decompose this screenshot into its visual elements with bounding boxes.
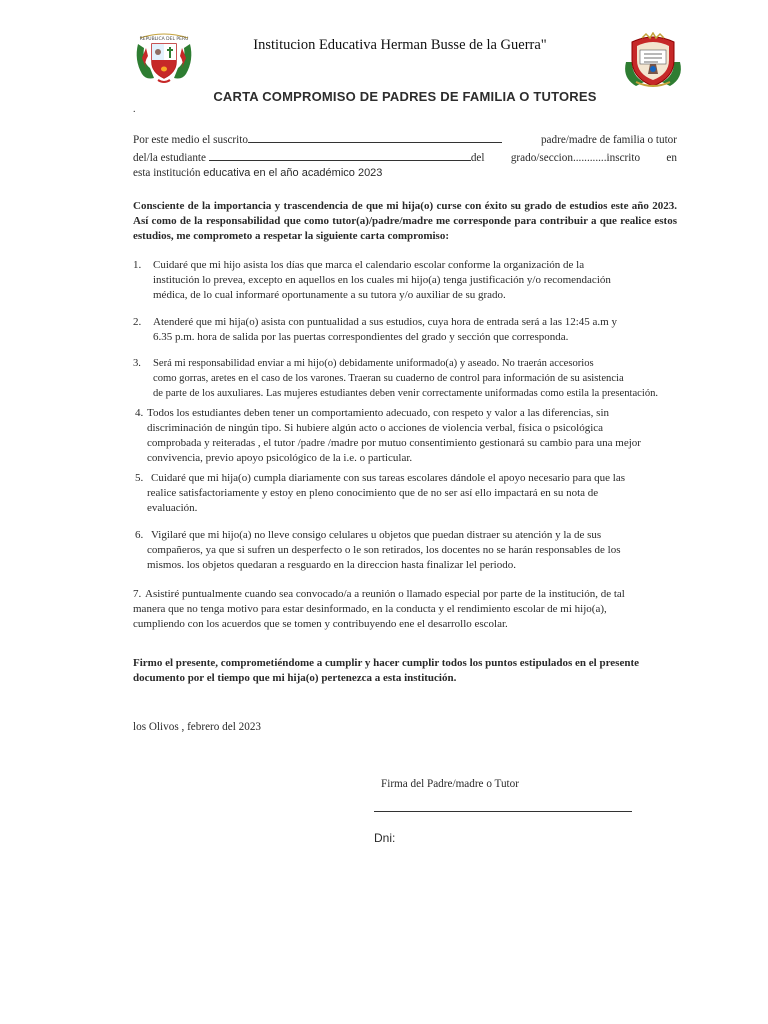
commitment-item-1 — [133, 258, 673, 303]
item-line: Vigilaré que mi hijo(a) no lleve consigo celulares u objetos que puedan distraer su atención y la de sus — [151, 529, 602, 541]
item-number: 2. — [133, 316, 142, 328]
item-number: 6. — [135, 529, 144, 541]
commitment-item-2 — [133, 315, 673, 345]
item-line: evaluación. — [147, 502, 198, 514]
item-number: 3. — [133, 358, 141, 369]
letter-title: CARTA COMPROMISO DE PADRES DE FAMILIA O TUTORES — [213, 89, 597, 104]
item-line: de parte de los auxuliares. Las mujeres estudiantes deben venir correctamente uniformadas como estila la presentación. — [153, 388, 659, 399]
peru-coat-of-arms-logo — [132, 32, 196, 86]
intro-del-text: del — [470, 151, 485, 164]
intro-line-1 — [133, 131, 677, 149]
commitment-item-7 — [133, 587, 677, 632]
commitment-item-3 — [133, 356, 707, 401]
commitment-item-4 — [135, 406, 675, 466]
item-line: realice satisfactoriamente y estoy en pleno conocimiento que de no ser así ello impactará en su nota de — [147, 487, 599, 499]
item-line: cumpliendo con los acuerdos que se tomen y contribuyendo ene el desarrollo escolar. — [133, 618, 508, 630]
svg-text:REPUBLICA DEL PERU: REPUBLICA DEL PERU — [139, 37, 189, 42]
item-line: 6.35 p.m. hora de salida por las puertas correspondientes del grado y sección que corresponda. — [153, 331, 569, 343]
item-line: médica, de lo cual informaré oportunamente a su tutora y/o auxiliar de su grado. — [153, 289, 506, 301]
dni-label: Dni: — [374, 831, 396, 845]
item-number: 1. — [133, 259, 142, 271]
item-line: Cuidaré que mi hijo asista los días que marca el calendario escolar conforme la organización de la — [153, 259, 585, 271]
intro-en-text: en — [666, 151, 677, 164]
item-line: manera que no tenga motivo para estar desinformado, en la conducta y el rendimiento escolar de mi hijo(a), — [133, 603, 607, 615]
school-emblem-logo — [622, 32, 684, 90]
closing-paragraph: Firmo el presente, comprometiéndome a cumplir y hacer cumplir todos los puntos estipulados en el presente documento por el tiempo que mi hija(o) pertenezca a esta institución. — [133, 657, 639, 684]
item-line: Asistiré puntualmente cuando sea convocado/a a reunión o llamado especial por parte de la institución, de tal — [145, 588, 625, 600]
item-line: Será mi responsabilidad enviar a mi hijo(o) debidamente uniformado(a) y aseado. No traerán accesorios — [153, 358, 594, 369]
stray-dot: . — [133, 104, 136, 115]
school-name: Institucion Educativa Herman Busse de la Guerra" — [253, 37, 547, 53]
item-number: 7. — [133, 588, 142, 600]
intro-line-3 — [133, 166, 677, 182]
intro-student-text: del/la estudiante — [133, 151, 207, 164]
item-line: Atenderé que mi hija(o) asista con puntualidad a sus estudios, cuya hora de entrada será a las 12:45 a.m y — [153, 316, 617, 328]
item-line: Todos los estudiantes deben tener un comportamiento adecuado, con respeto y valor a las diferencias, sin — [147, 407, 609, 419]
commitment-intro-paragraph: Consciente de la importancia y trascendencia de que mi hija(o) curse con éxito su grado de estudios este año 2023. Así como de la responsabilidad que como tutor(a)/padre/madre me corresponde para contribuir a que realice estos estudios, me comprometo a respetar la siguiente carta compromiso: — [133, 200, 677, 242]
signature-label: Firma del Padre/madre o Tutor — [381, 778, 519, 790]
intro-institution-text: esta institución — [133, 167, 201, 179]
intro-suscrito-text: Por este medio el suscrito — [133, 134, 248, 146]
intro-line-2 — [133, 149, 677, 167]
item-number: 5. — [135, 472, 144, 484]
name-blank-line[interactable] — [248, 131, 502, 143]
item-line: compañeros, ya que si sufren un desperfecto o le son retirados, los docentes no se harán responsables de los — [147, 544, 621, 556]
signature-line[interactable] — [374, 811, 632, 812]
student-blank-line[interactable] — [209, 149, 471, 161]
item-line: convivencia, previo apoyo psicológico de la i.e. o particular. — [147, 452, 413, 464]
item-line: como gorras, aretes en el caso de los varones. Traeran su cuaderno de control para información de su asistencia — [153, 373, 624, 384]
item-line: institución lo prevea, excepto en aquellos en los cuales mi hijo(a) tenga justificación y/o recomendación — [153, 274, 611, 286]
intro-parent-text: padre/madre de familia o tutor — [540, 134, 677, 146]
item-line: mismos. los objetos quedaran a resguardo en la direccion hasta finalizar lel periodo. — [147, 559, 516, 571]
item-line: Cuidaré que mi hija(o) cumpla diariamente con sus tareas escolares dándole el apoyo necesario para que las — [151, 472, 626, 484]
intro-paragraph — [133, 131, 677, 182]
place-date: los Olivos , febrero del 2023 — [133, 721, 262, 733]
item-line: comprobada y reiteradas , el tutor /padre /madre por mutuo consentimiento gestionará su cambio para una mejor — [147, 437, 641, 449]
commitment-item-6 — [135, 528, 675, 573]
commitment-item-5 — [135, 471, 675, 516]
item-line: discriminación de ningún tipo. Si hubiere algún acto o acciones de violencia verbal, física o psicológica — [147, 422, 604, 434]
intro-grade-text: grado/seccion............inscrito — [510, 151, 641, 164]
intro-academic-year-text: educativa en el año académico 2023 — [203, 167, 383, 179]
item-number: 4. — [135, 407, 144, 419]
